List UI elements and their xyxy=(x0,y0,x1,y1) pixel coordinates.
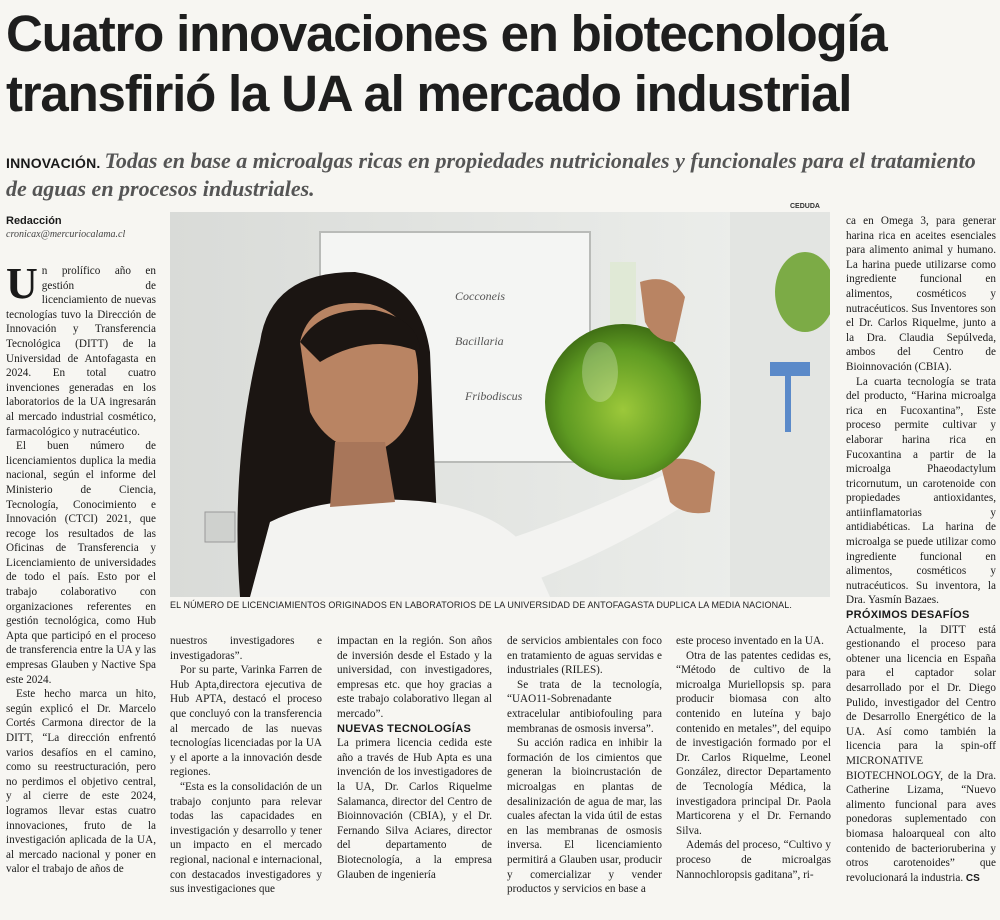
column-1 xyxy=(6,264,156,914)
deck-text: Todas en base a microalgas ricas en propiedades nutricionales y funcionales para el tratamiento de aguas en procesos industriales. xyxy=(6,148,976,201)
column-4 xyxy=(507,634,662,916)
lab-photo-illustration xyxy=(170,212,830,597)
byline xyxy=(6,215,156,240)
paragraph xyxy=(846,623,996,887)
lab-photo xyxy=(170,212,830,597)
column-6 xyxy=(846,214,996,916)
board-word: Bacillaria xyxy=(455,334,504,348)
paragraph: “Esta es la consolidación de un trabajo conjunto para relevar todas las capacidades en investigación y desarrollo y tener un impacto en el mercado regional, nacional e internacional, con destacados investigadores y sus investigaciones que xyxy=(170,780,322,896)
paragraph: Este hecho marca un hito, según explicó el Dr. Marcelo Cortés Carmona director de la DITT, “La dirección enfrentó varios desafíos en el camino, como su reestructuración, pero no perdimos el objetivo central, y al cierre de este 2024, logramos llevar estas cuatro innovaciones, fruto de la investigación aplicada de la UA, al mercado nacional y poner en valor el trabajo de años de xyxy=(6,688,156,876)
subhead: NUEVAS TECNOLOGÍAS xyxy=(337,722,472,735)
paragraph: ca en Omega 3, para generar harina rica en aceites esenciales para alimento animal y humano. La harina puede utilizarse como ingrediente funcional en alimentos, cosméticos y nutracéuticos. Sus Inventores son el Dr. Carlos Riquelme, junto a la Dra. Claudia Sepúlveda, ambos del Centro de Bioinnovación (CBIA). xyxy=(846,215,996,373)
paragraph: La cuarta tecnología se trata del producto, “Harina microalga rica en Fucoxantina”, Este proceso permite cultivar y elaborar harina rica en Fucoxantina a partir de la microalga Phaeodactylum tricornutum, un carotenoide con propiedades antioxidantes, antiinflamatorias y antidiabéticas. La harina de microalga se puede utilizar como ingrediente funcional en alimentos, cosméticos y nutracéuticos. Su inventora, la Dra. Yasmín Bazaes. xyxy=(846,375,996,607)
paragraph: de servicios ambientales con foco en tratamiento de aguas servidas e industriales (RILES). xyxy=(507,635,662,677)
column-3 xyxy=(337,634,492,916)
column-5 xyxy=(676,634,831,916)
paragraph: Otra de las patentes cedidas es, “Método de cultivo de la microalga Muriellopsis sp. para producir biomasa con alto contenido en luteína y bajo contenido en metales”, del equipo de investigación formado por el Dr. Carlos Riquelme, Leonel González, director Departamento de Tecnología Médica, la investigadora principal Dr. Paola Marticorena y el Dr. Fernando Silva. xyxy=(676,649,831,837)
paragraph: este proceso inventado en la UA. xyxy=(676,635,824,647)
column-2 xyxy=(170,634,322,916)
end-mark: CS xyxy=(965,872,980,884)
photo-caption: EL NÚMERO DE LICENCIAMIENTOS ORIGINADOS EN LABORATORIOS DE LA UNIVERSIDAD DE ANTOFAGASTA DUPLICA LA MEDIA NACIONAL. xyxy=(170,600,792,610)
byline-name: Redacción xyxy=(6,215,62,227)
paragraph: Su acción radica en inhibir la formación de los cimientos que generan la bioincrustación de microalgas en plantas de desalinización de agua de mar, las cuales afectan la vida útil de estas en las membranas de osmosis inversa. El licenciamiento permitirá a Glauben usar, producir y comercializar y vender productos y servicios en base a xyxy=(507,737,662,896)
board-word: Cocconeis xyxy=(455,289,505,303)
board-word: Fribodiscus xyxy=(465,389,523,403)
deck xyxy=(6,148,996,202)
paragraph: La primera licencia cedida este año a través de Hub Apta es una invención de los investigadores de la UA, Dr. Carlos Riquelme Salamanca, director del Centro de Bioinnovación (CBIA), y el Dr. Fernando Silva Aciares, director del departamento de Biotecnología, a la empresa Glauben de ingeniería xyxy=(337,737,492,881)
paragraph-text: Actualmente, la DITT está gestionando el proceso para obtener una licencia en España para el captador solar desarrollado por el Dr. Diego Pulido, investigador del Centro de Desarrollo Energético de la UA. Así como también la licencia para la spin-off MICRONATIVE BIOTECHNOLOGY, de la Dra. Catherine Lizama, “Nuevo alimento funcional para aves ponedoras suplementado con biomasa haloarqueal con alto contenido de bacterioruberina y otros carotenoides” que revolucionará la industria. xyxy=(846,623,996,884)
paragraph: impactan en la región. Son años de inversión desde el Estado y la universidad, con investigadores, empresas etc. que hoy gracias a este trabajo colaborativo llegan al mercado”. xyxy=(337,635,492,720)
subhead: PRÓXIMOS DESAFÍOS xyxy=(846,609,970,622)
paragraph: Además del proceso, “Cultivo y proceso de microalgas Nannochloropsis gaditana”, ri- xyxy=(676,839,831,881)
paragraph: Por su parte, Varinka Farren de Hub Apta,directora ejecutiva de Hub APTA, destacó el proceso que concluyó con la transferencia al mercado de las nuevas tecnologías licenciadas por la UA y el aporte a la innovación desde regiones. xyxy=(170,664,322,779)
paragraph: nuestros investigadores e investigadoras”. xyxy=(170,635,322,662)
headline: Cuatro innovaciones en biotecnología transfirió la UA al mercado industrial xyxy=(6,5,887,122)
byline-email: cronicax@mercuriocalama.cl xyxy=(6,229,126,240)
paragraph: Un prolífico año en gestión de licenciamiento de nuevas tecnologías tuvo la Dirección de Innovación y Transferencia Tecnológica (DITT) de la Universidad de Antofagasta en 2024. En total cuatro invenciones generadas en los laboratorios de la UA ingresarán al mercado industrial cosmético, farmacológico y nutracéutico. xyxy=(6,264,156,438)
paragraph: El buen número de licenciamientos duplica la media nacional, según el informe del Ministerio de Ciencia, Tecnología, Conocimiento e Innovación (CTCI) 2021, que recoge los resultados de las Oficinas de Transferencia y Licenciamiento de universidades de todo el país. Esto por el trabajo colaborativo con organizaciones referentes en gestión tecnológica, como Hub Apta que participó en el proceso de transferencia entre la UA y las empresas Glauben y Nactive Spa este 2024. xyxy=(6,440,156,686)
deck-kicker: INNOVACIÓN. xyxy=(6,155,101,171)
paragraph: Se trata de la tecnología, “UAO11-Sobrenadante extracelular antibiofouling para membranas de osmosis inversa”. xyxy=(507,678,662,735)
photo-credit: CEDUDA xyxy=(790,203,820,210)
